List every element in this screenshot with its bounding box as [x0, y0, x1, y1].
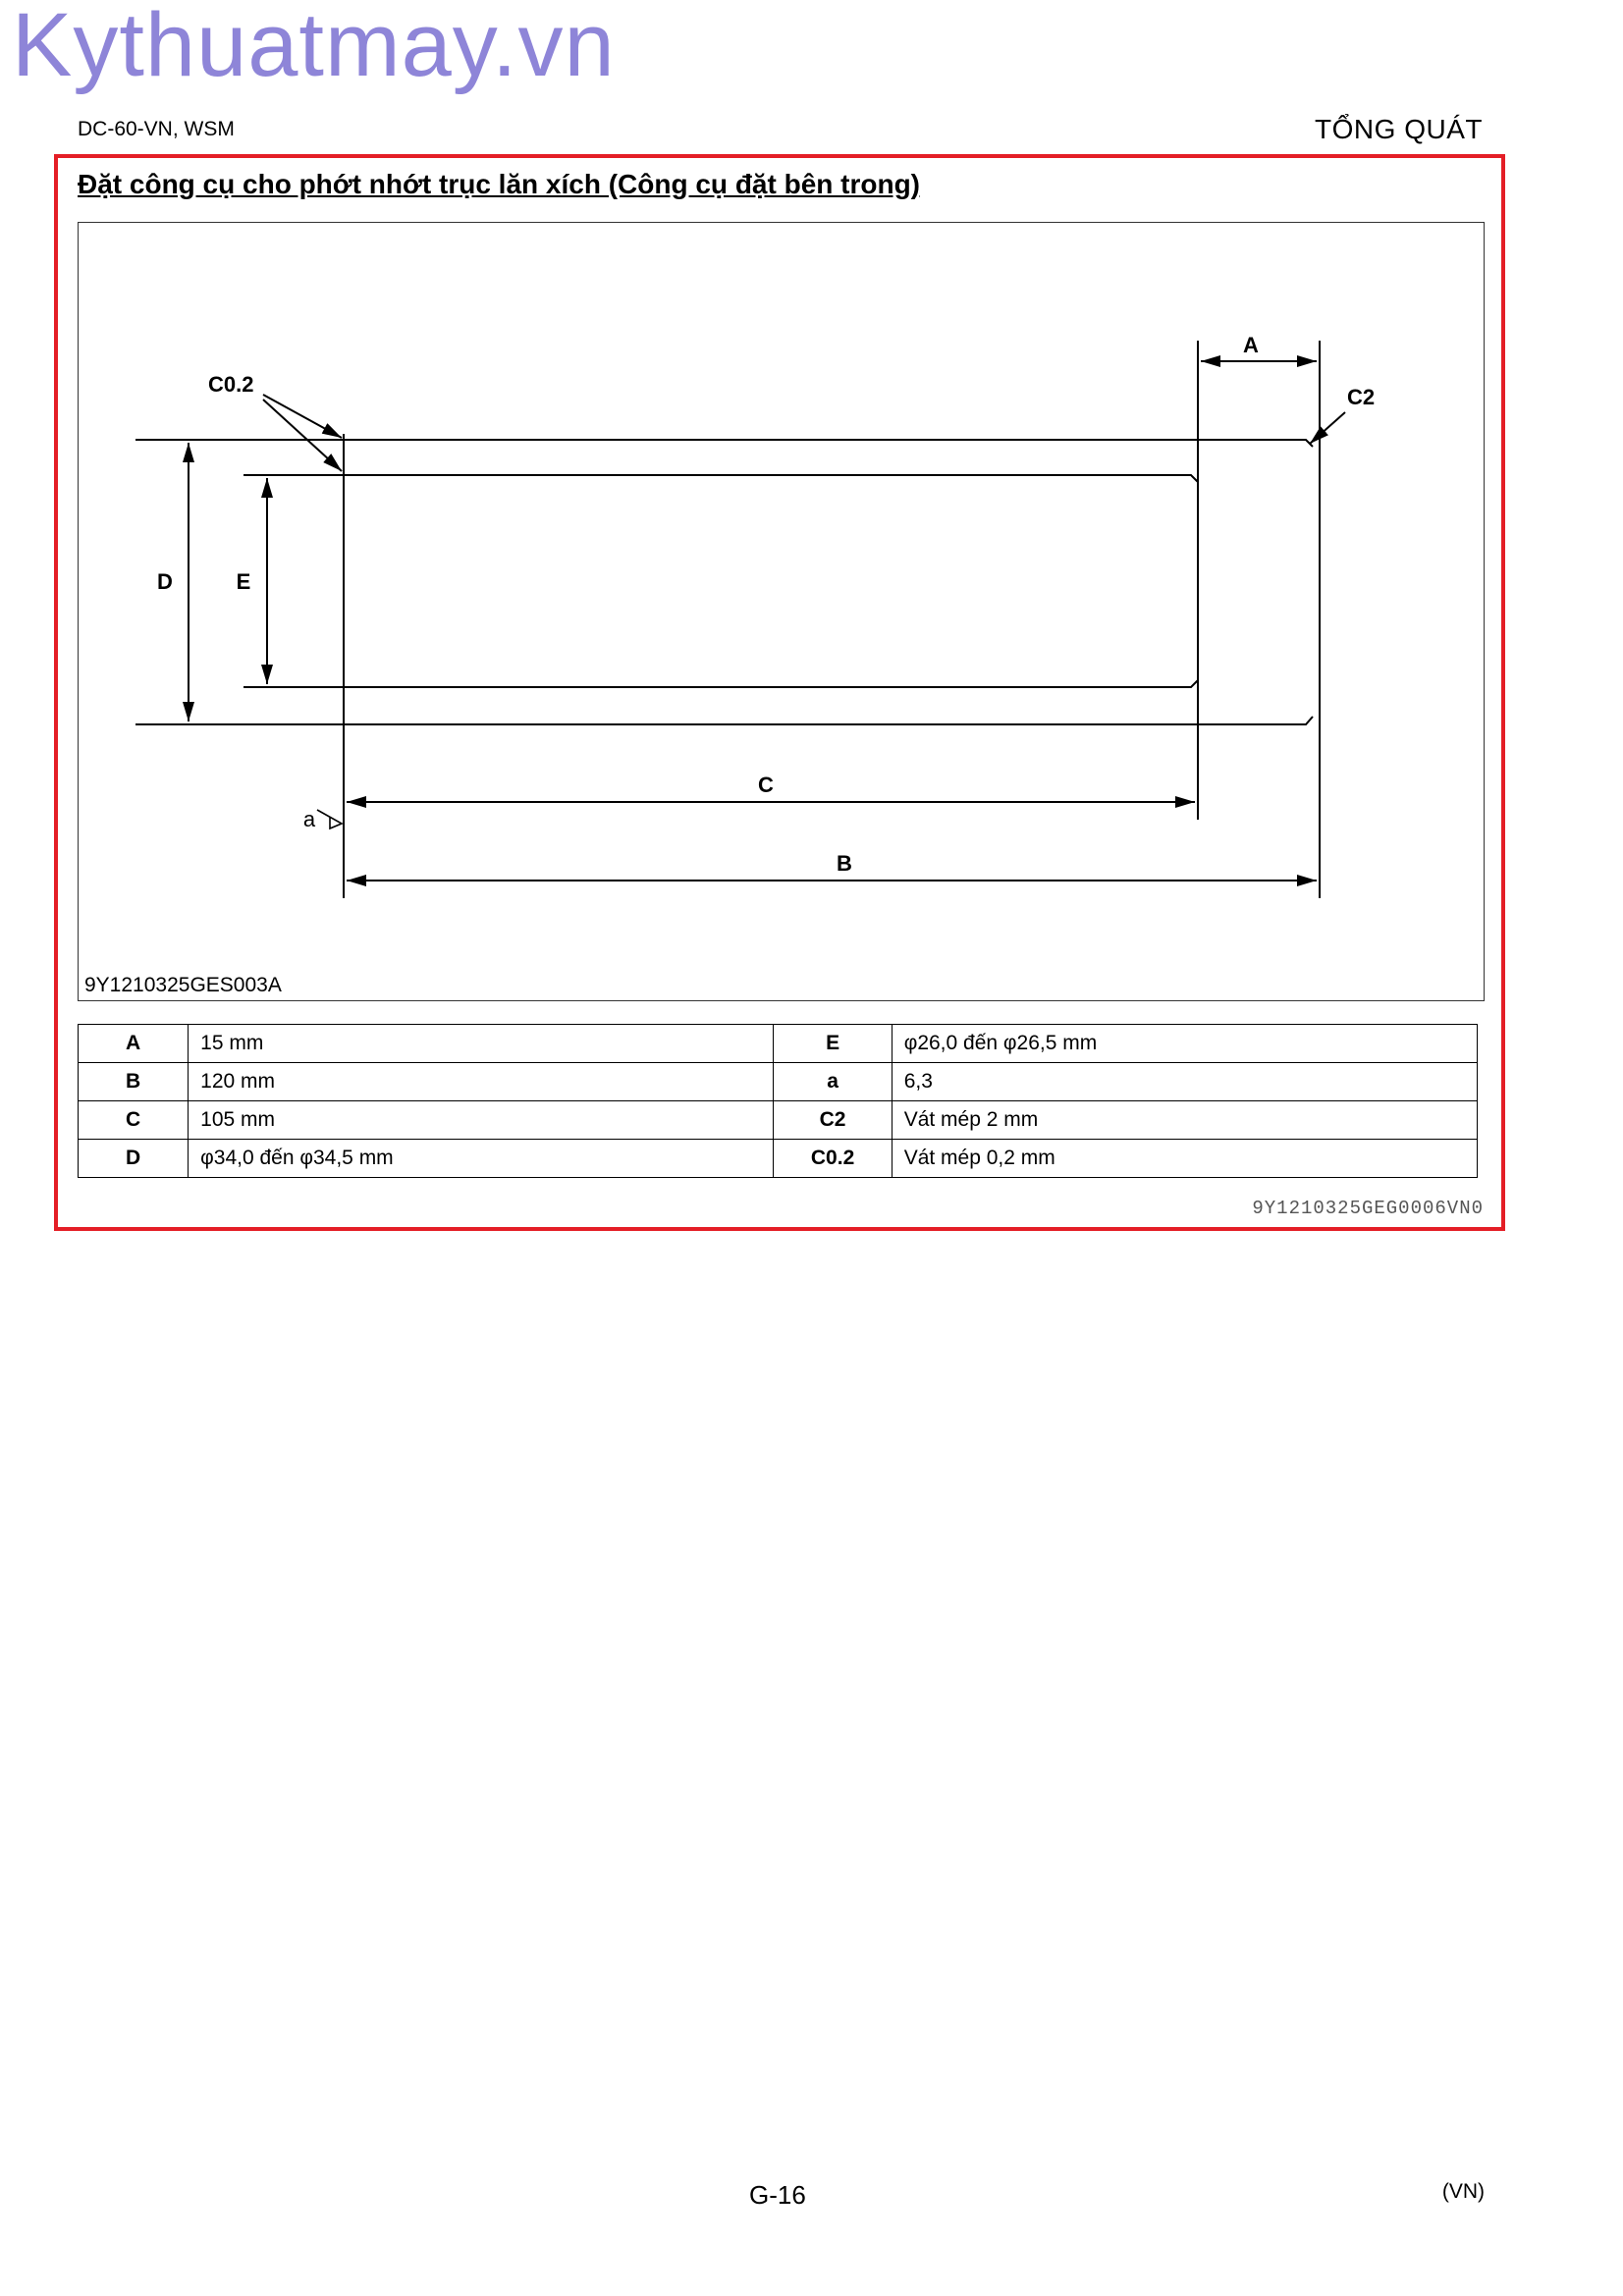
spec-table	[78, 1024, 1478, 1178]
leader-c02-a	[263, 395, 342, 438]
outer-bottom-line	[135, 717, 1313, 724]
spec-key: a	[774, 1063, 892, 1101]
technical-drawing	[78, 222, 1485, 1001]
section-title: TỔNG QUÁT	[1315, 114, 1483, 144]
table-row	[79, 1025, 1478, 1063]
spec-value: φ26,0 đến φ26,5 mm	[892, 1025, 1477, 1063]
reference-code: 9Y1210325GEG0006VN0	[1252, 1198, 1484, 1219]
page-number: G-16	[749, 2180, 806, 2210]
spec-value: Vát mép 2 mm	[892, 1101, 1477, 1140]
spec-value: 105 mm	[189, 1101, 774, 1140]
spec-key: E	[774, 1025, 892, 1063]
table-row	[79, 1140, 1478, 1178]
label-roughness-a: a	[302, 807, 316, 831]
leader-c2	[1310, 412, 1345, 444]
table-row	[79, 1063, 1478, 1101]
spec-value: 120 mm	[189, 1063, 774, 1101]
roughness-symbol	[317, 810, 342, 828]
spec-value: 6,3	[892, 1063, 1477, 1101]
spec-value: 15 mm	[189, 1025, 774, 1063]
label-d: D	[157, 569, 173, 594]
spec-key: C2	[774, 1101, 892, 1140]
figure-code: 9Y1210325GES003A	[84, 974, 282, 996]
spec-key: C0.2	[774, 1140, 892, 1178]
drawing-svg	[79, 223, 1486, 1002]
table-row	[79, 1101, 1478, 1140]
inner-bottom-line	[243, 680, 1198, 687]
spec-key: C	[79, 1101, 189, 1140]
page-heading: Đặt công cụ cho phớt nhớt trục lăn xích (Công cụ đặt bên trong)	[78, 169, 921, 199]
leader-c02-b	[263, 400, 342, 471]
label-c: C	[758, 773, 774, 797]
label-c02: C0.2	[208, 372, 254, 397]
label-e: E	[236, 569, 251, 594]
inner-top-line	[243, 475, 1198, 482]
spec-value: φ34,0 đến φ34,5 mm	[189, 1140, 774, 1178]
spec-key: A	[79, 1025, 189, 1063]
label-a: A	[1243, 333, 1259, 357]
document-code: DC-60-VN, WSM	[78, 118, 235, 140]
spec-key: B	[79, 1063, 189, 1101]
spec-key: D	[79, 1140, 189, 1178]
label-b: B	[837, 851, 852, 876]
spec-value: Vát mép 0,2 mm	[892, 1140, 1477, 1178]
language-code: (VN)	[1441, 2180, 1485, 2203]
watermark-logo: Kythuatmay.vn	[12, 0, 616, 95]
label-c2: C2	[1347, 385, 1376, 409]
